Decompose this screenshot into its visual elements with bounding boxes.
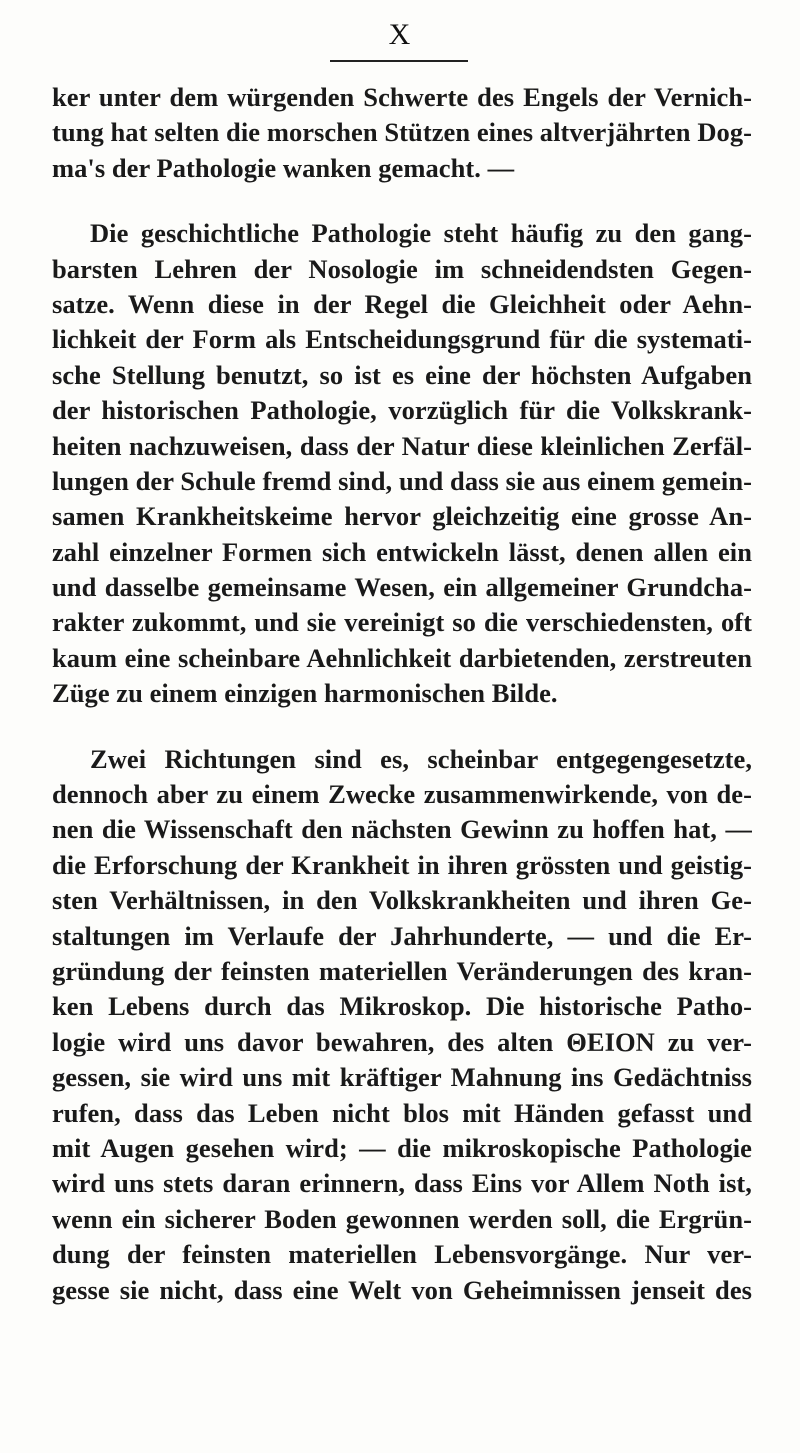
text-line: barsten Lehren der Nosologie im schneidendsten Gegen-	[52, 253, 752, 284]
text-line: rakter zukommt, und sie vereinigt so die verschiedensten, oft	[52, 607, 752, 638]
text-line: rufen, dass das Leben nicht blos mit Händen gefasst und	[52, 1097, 752, 1128]
text-line: der historischen Pathologie, vorzüglich für die Volkskrank-	[52, 395, 752, 426]
text-line: lichkeit der Form als Entscheidungsgrund für die systemati-	[52, 324, 752, 355]
text-line: sche Stellung benutzt, so ist es eine der höchsten Aufgaben	[52, 359, 752, 390]
text-line: wird uns stets daran erinnern, dass Eins vor Allem Noth ist,	[52, 1168, 752, 1199]
text-line: dennoch aber zu einem Zwecke zusammenwirkende, von de-	[52, 779, 752, 810]
text-line: kaum eine scheinbare Aehnlichkeit darbietenden, zerstreuten	[52, 642, 752, 673]
text-line: ken Lebens durch das Mikroskop. Die historische Patho-	[52, 991, 752, 1022]
text-line: wenn ein sicherer Boden gewonnen werden soll, die Ergrün-	[52, 1203, 752, 1234]
text-line: ma's der Pathologie wanken gemacht. —	[52, 152, 515, 183]
paragraph-3	[52, 742, 752, 1308]
text-line: gesse sie nicht, dass eine Welt von Geheimnissen jenseit des	[52, 1274, 752, 1305]
text-line: heiten nachzuweisen, dass der Natur diese kleinlichen Zerfäl-	[52, 430, 752, 461]
text-line: dung der feinsten materiellen Lebensvorgänge. Nur ver-	[52, 1239, 752, 1270]
text-line: sten Verhältnissen, in den Volkskrankheiten und ihren Ge-	[52, 885, 752, 916]
text-line: lungen der Schule fremd sind, und dass sie aus einem gemein-	[52, 465, 752, 496]
text-line: die Erforschung der Krankheit in ihren grössten und geistig-	[52, 849, 752, 880]
paragraph-2	[52, 216, 752, 711]
text-line: logie wird uns davor bewahren, des alten ΘΕΙΟΝ zu ver-	[52, 1026, 752, 1057]
paragraph-1	[52, 80, 752, 186]
text-line: Zwei Richtungen sind es, scheinbar entgegengesetzte,	[90, 743, 752, 774]
text-line: gründung der feinsten materiellen Veränderungen des kran-	[52, 955, 752, 986]
header-rule	[330, 60, 468, 62]
text-line: satze. Wenn diese in der Regel die Gleichheit oder Aehn-	[52, 288, 752, 319]
text-line: mit Augen gesehen wird; — die mikroskopische Pathologie	[52, 1132, 752, 1163]
text-line: samen Krankheitskeime hervor gleichzeitig eine grosse An-	[52, 501, 752, 532]
text-line: gessen, sie wird uns mit kräftiger Mahnung ins Gedächtniss	[52, 1062, 752, 1093]
page-number: X	[388, 18, 412, 51]
text-line: ker unter dem würgenden Schwerte des Engels der Vernich-	[52, 82, 752, 112]
body-text	[52, 80, 752, 1308]
text-line: zahl einzelner Formen sich entwickeln lässt, denen allen ein	[52, 536, 752, 567]
text-line: Züge zu einem einzigen harmonischen Bilde.	[52, 678, 558, 709]
text-line: tung hat selten die morschen Stützen eines altverjährten Dog-	[52, 117, 752, 148]
text-line: nen die Wissenschaft den nächsten Gewinn zu hoffen hat, —	[52, 814, 752, 845]
text-line: und dasselbe gemeinsame Wesen, ein allgemeiner Grundcha-	[52, 572, 752, 603]
text-line: staltungen im Verlaufe der Jahrhunderte, — und die Er-	[52, 920, 752, 951]
text-line: Die geschichtliche Pathologie steht häufig zu den gang-	[90, 218, 752, 249]
